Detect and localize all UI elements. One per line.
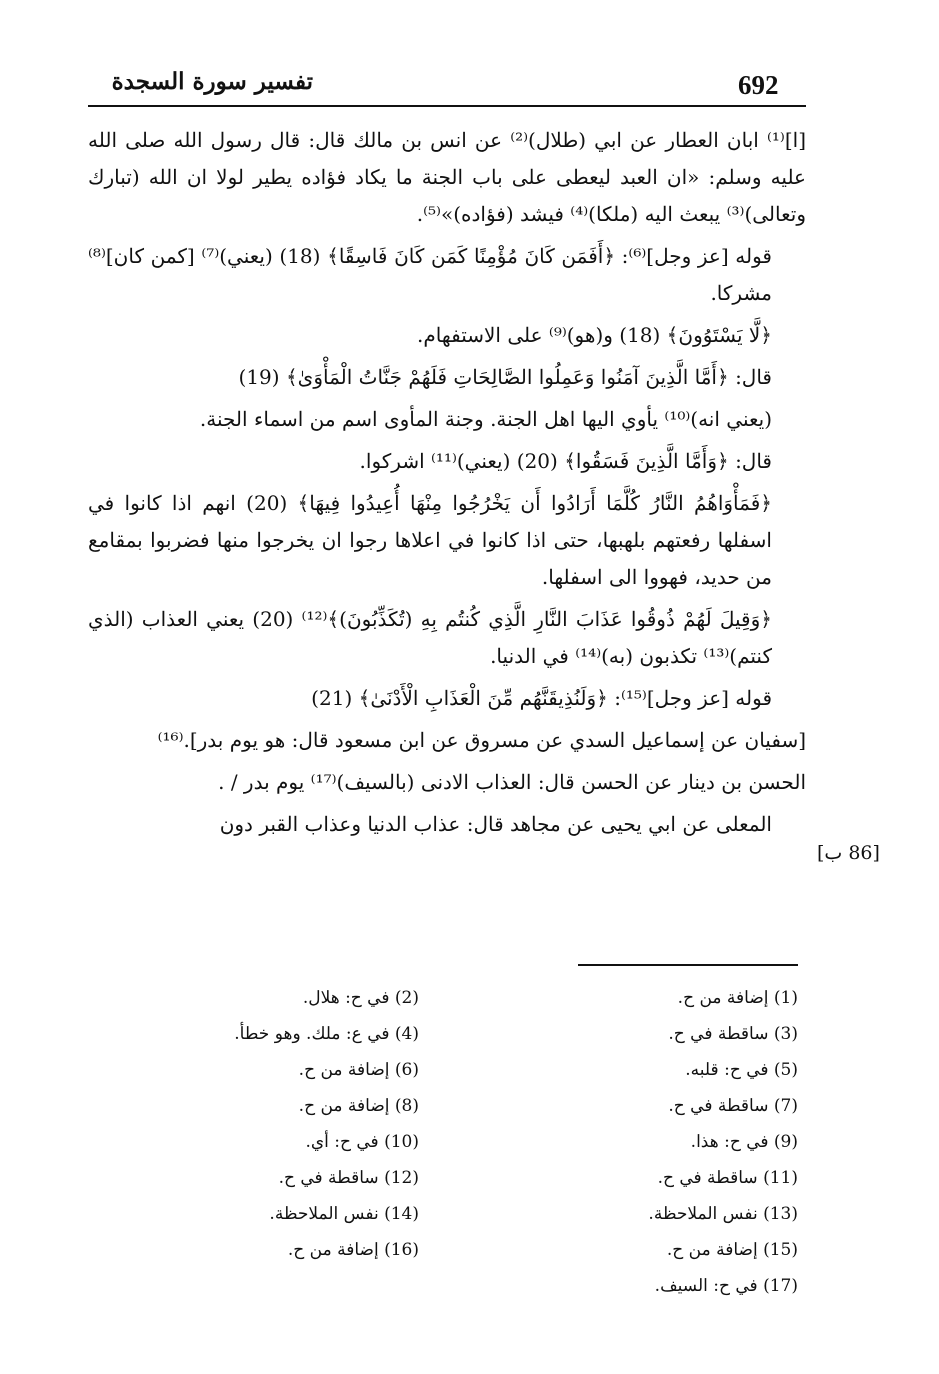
paragraph: (يعني انه)⁽¹⁰⁾ يأوي اليها اهل الجنة. وجنة المأوى اسم من اسماء الجنة. [199,407,772,431]
footnote: (5) في ح: قلبه. [685,1060,798,1080]
body-text [88,122,806,848]
footnote: (11) ساقطة في ح. [657,1168,798,1188]
footnote: (7) ساقطة في ح. [668,1096,798,1116]
paragraph: قال: ﴿وَأَمَّا الَّذِينَ فَسَقُوا﴾ (20) (يعني)⁽¹¹⁾ اشركوا. [359,449,772,473]
footnote: (15) إضافة من ح. [666,1240,798,1260]
footnotes [180,980,798,1304]
footnote: (9) في ح: هذا. [690,1132,798,1152]
paragraph: [سفيان عن إسماعيل السدي عن مسروق عن ابن مسعود قال: هو يوم بدر].⁽¹⁶⁾ [157,728,806,752]
paragraph: الحسن بن دينار عن الحسن قال: العذاب الادنى (بالسيف)⁽¹⁷⁾ يوم بدر / . [218,770,806,794]
paragraph: المعلى عن ابي يحيى عن مجاهد قال: عذاب الدنيا وعذاب القبر دون [219,812,772,836]
paragraph: قال: ﴿أَمَّا الَّذِينَ آمَنُوا وَعَمِلُوا الصَّالِحَاتِ فَلَهُمْ جَنَّاتُ الْمَأْوَىٰ﴾ (19) [238,365,772,389]
footnote: (8) إضافة من ح. [298,1096,419,1116]
footnote: (14) نفس الملاحظة. [269,1204,419,1224]
footnote: (10) في ح: أي. [305,1132,419,1152]
footnote: (12) ساقطة في ح. [278,1168,419,1188]
paragraph: قوله [عز وجل]⁽⁶⁾: ﴿أَفَمَن كَانَ مُؤْمِنًا كَمَن كَانَ فَاسِقًا﴾ (18) (يعني)⁽⁷⁾ [كمن كان]⁽⁸⁾ مشركا. [88,244,772,305]
margin-folio-note: [86 ب] [817,842,880,864]
footnote: (4) في ع: ملك. وهو خطأ. [234,1024,419,1044]
paragraph: قوله [عز وجل]⁽¹⁵⁾: ﴿وَلَنُذِيقَنَّهُم مِّنَ الْعَذَابِ الْأَدْنَىٰ﴾ (21) [311,686,772,710]
paragraph: ﴿وَقِيلَ لَهُمْ ذُوقُوا عَذَابَ النَّارِ الَّذِي كُنتُم بِهِ (تُكَذِّبُونَ)﴾⁽¹²⁾ (20) يعني العذاب (الذي كنتم)⁽¹³⁾ تكذبون (به)⁽¹⁴⁾ في الدنيا. [88,607,772,668]
footnote: (1) إضافة من ح. [677,988,798,1008]
header-rule [88,105,806,107]
footnote-rule [578,964,798,966]
footnote: (3) ساقطة في ح. [668,1024,798,1044]
footnote: (13) نفس الملاحظة. [648,1204,798,1224]
running-title: تفسير سورة السجدة [111,68,313,95]
footnote: (6) إضافة من ح. [298,1060,419,1080]
footnote: (2) في ح: هلال. [302,988,419,1008]
paragraph: ﴿فَمَأْوَاهُمُ النَّارُ كُلَّمَا أَرَادُوا أَن يَخْرُجُوا مِنْهَا أُعِيدُوا فِيهَا﴾ (20) انهم اذا كانوا في اسفلها رفعتهم بلهبها، حتى اذا كانوا في اعلاها رجوا ان يخرجوا منها فضربوا بمقامع من حديد، فهووا الى اسفلها. [88,491,772,589]
paragraph: [ا]⁽¹⁾ ابان العطار عن ابي (طلال)⁽²⁾ عن انس بن مالك قال: قال رسول الله صلى الله عليه وسلم: «ان العبد ليعطى على باب الجنة ما يكاد فؤاده يطير لولا ان الله (تبارك وتعالى)⁽³⁾ يبعث اليه (ملكا)⁽⁴⁾ فيشد (فؤاده)»⁽⁵⁾. [88,128,806,226]
footnote: (17) في ح: السيف. [654,1276,798,1296]
page-number: 692 [738,70,779,100]
footnote: (16) إضافة من ح. [287,1240,419,1260]
paragraph: ﴿لَّا يَسْتَوُونَ﴾ (18) و(هو)⁽⁹⁾ على الاستفهام. [417,323,772,347]
